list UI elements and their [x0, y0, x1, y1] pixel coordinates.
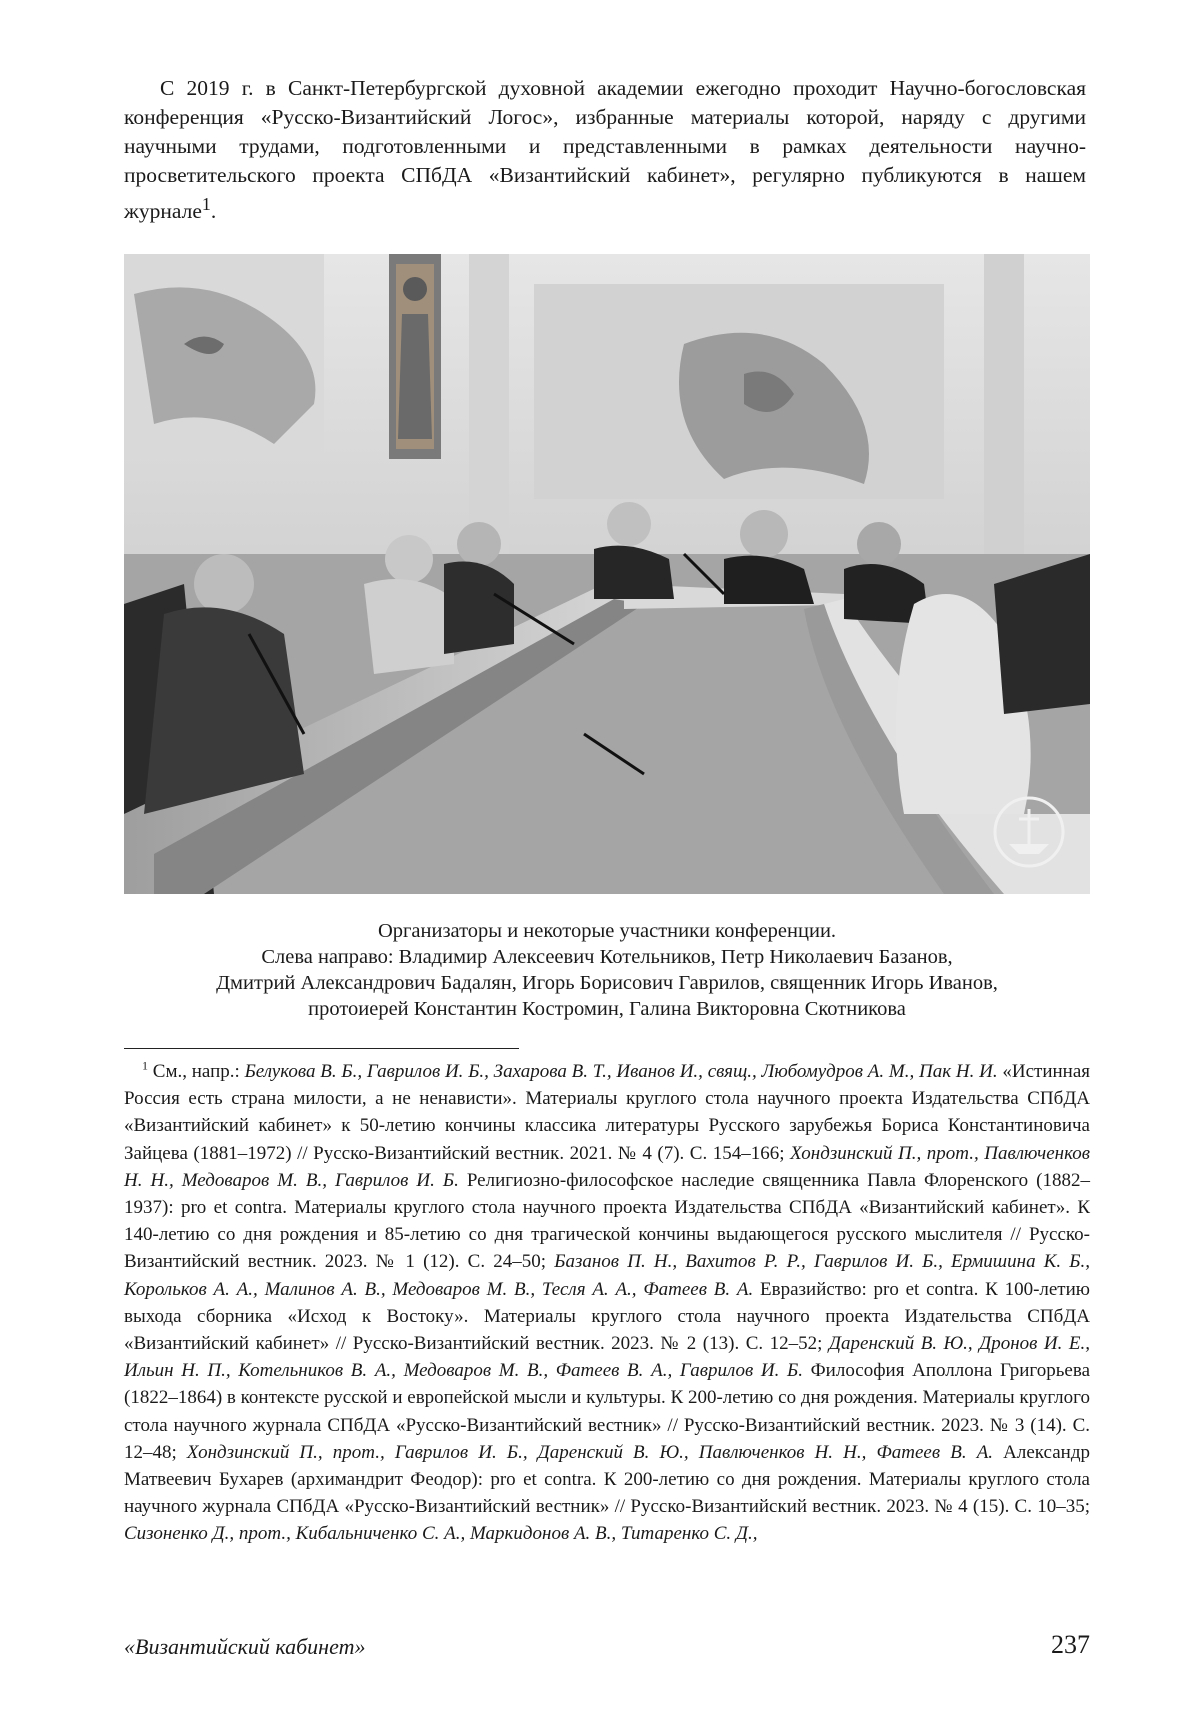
intro-paragraph	[124, 74, 1086, 226]
caption-line-3: Дмитрий Александрович Бадалян, Игорь Борисович Гаврилов, священник Игорь Иванов,	[216, 972, 998, 994]
conference-photo	[124, 254, 1090, 894]
page-number: 237	[1051, 1630, 1090, 1659]
footnote-body	[124, 1058, 1091, 1545]
running-footer-journal: «Византийский кабинет»	[124, 1634, 366, 1659]
footnote-text: Религиозно-философское наследие священника Павла Флоренского (1882–1937): pro et contra. Материалы круглого стола научного проекта Издательства СПбДА «Византийский кабинет». К 140-летию со дня рождения и 85-летию со дня трагической кончины выдающегося русского мыслителя // Русско-Византийский вестник. 2023. № 1 (12). С. 24–50;	[124, 1169, 1090, 1273]
footnote-authors: Белукова В. Б., Гаврилов И. Б., Захарова В. Т., Иванов И., свящ., Любомудров А. М., Пак Н. И.	[244, 1061, 998, 1082]
footnote-authors: Хондзинский П., прот., Гаврилов И. Б., Даренский В. Ю., Павлюченков Н. Н., Фатеев В. А.	[186, 1441, 994, 1463]
intro-text: С 2019 г. в Санкт-Петербургской духовной академии ежегодно проходит Научно-богословская конференция «Русско-Византийский Логос», избранные материалы которой, наряду с другими научными трудами, подготовленными и представленными в рамках деятельности научно-просветительского проекта СПбДА «Византийский кабинет», регулярно публикуются в нашем журнале	[124, 76, 1086, 224]
intro-end: .	[210, 199, 217, 224]
footnote-text: Философия Аполлона Григорьева (1822–1864) в контексте русской и европейской мысли и культуры. К 200-летию со дня рождения. Материалы круглого стола научного журнала СПбДА «Русско-Византийский вестник» // Русско-Византийский вестник. 2023. № 3 (14). С. 12–48;	[124, 1360, 1091, 1463]
caption-line-4: протоиерей Константин Костромин, Галина Викторовна Скотникова	[308, 998, 906, 1020]
footnote-authors: Хондзинский П., прот., Павлюченков Н. Н., Медоваров М. В., Гаврилов И. Б.	[124, 1142, 1090, 1191]
footnote-number: 1	[142, 1058, 148, 1073]
caption-line-1: Организаторы и некоторые участники конференции.	[377, 920, 837, 942]
photo-caption	[124, 918, 1090, 1022]
footnote-text: «Истинная Россия есть страна милости, а не ненависти». Материалы круглого стола научного проекта Издательства СПбДА «Византийский кабинет» к 50-летию кончины классика литературы Русского зарубежья Бориса Константиновича Зайцева (1881–1972) // Русско-Византийский вестник. 2021. № 4 (7). С. 154–166;	[124, 1061, 1091, 1164]
footnote-divider	[124, 1048, 519, 1049]
footnote-ref[interactable]: 1	[201, 194, 211, 214]
footnote-authors: Даренский В. Ю., Дронов И. Е., Ильин Н. П., Котельников В. А., Медоваров М. В., Фатеев В. А., Гаврилов И. Б.	[124, 1333, 1090, 1382]
footnote-authors: Базанов П. Н., Вахитов Р. Р., Гаврилов И. Б., Ермишина К. Б., Корольков А. А., Малинов А. В., Медоваров М. В., Тесля А. А., Фатеев В. А.	[124, 1251, 1091, 1300]
footnote-text: См., напр.:	[152, 1061, 245, 1082]
footnote-text: Александр Матвеевич Бухарев (архимандрит Феодор): pro et contra. К 200-летию со дня рождения. Материалы круглого стола научного журнала СПбДА «Русско-Византийский вестник» // Русско-Византийский вестник. 2023. № 4 (15). С. 10–35;	[124, 1441, 1090, 1518]
footnote	[124, 1058, 1090, 1548]
footnote-authors: Сизоненко Д., прот., Кибальниченко С. А., Маркидонов А. В., Титаренко С. Д.,	[124, 1523, 758, 1545]
caption-line-2: Слева направо: Владимир Алексеевич Котельников, Петр Николаевич Базанов,	[261, 946, 953, 968]
footnote-text: Евразийство: pro et contra. К 100-летию выхода сборника «Исход к Востоку». Материалы круглого стола научного проекта Издательства СПбДА «Византийский кабинет» // Русско-Византийский вестник. 2023. № 2 (13). С. 12–52;	[124, 1278, 1090, 1355]
